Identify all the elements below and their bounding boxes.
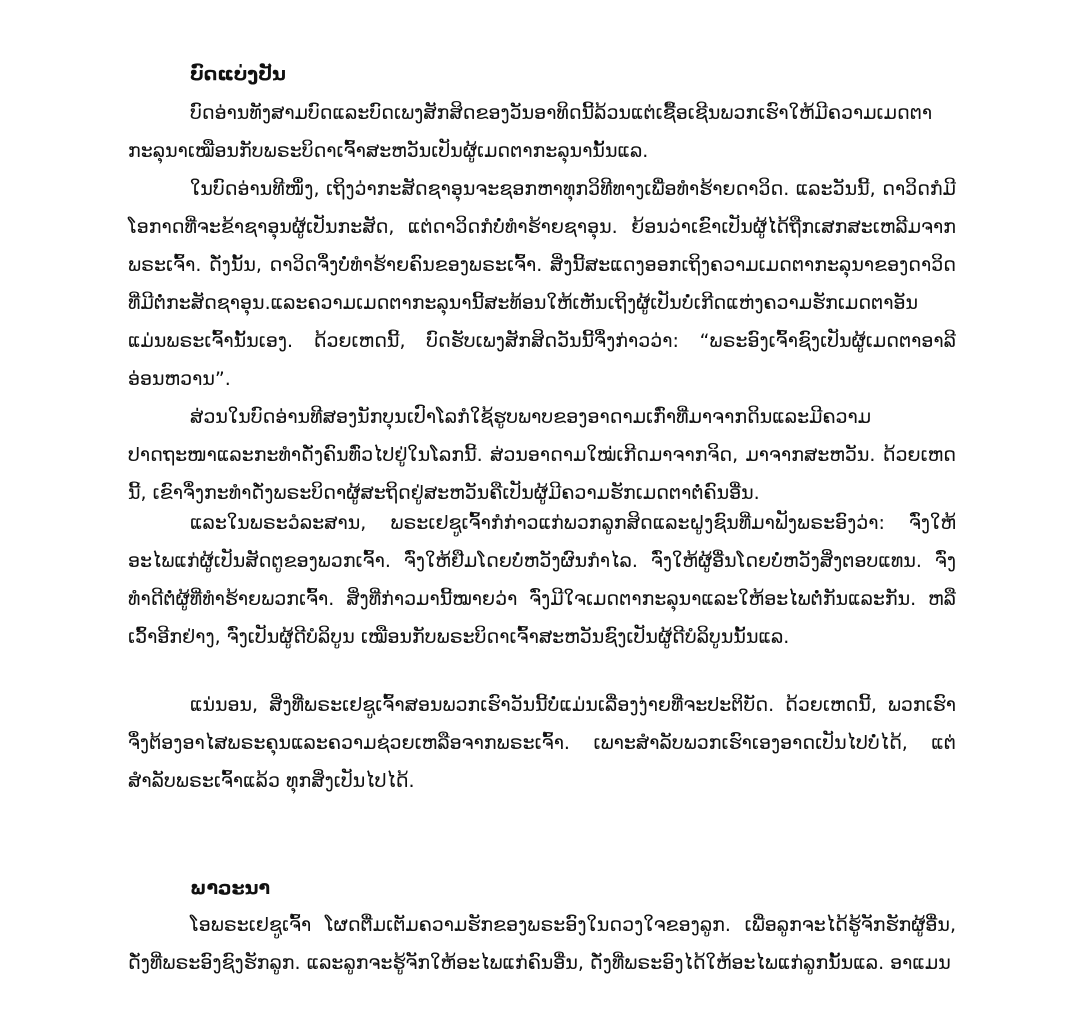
section-heading-sharing: ບົດແບ່ງປັນ bbox=[190, 63, 286, 85]
paragraph-first-reading: ໃນບົດອ່ານທີໜຶ່ງ, ເຖິງວ່າກະສັດຊາອຸນຈະຊອກຫາທຸກວິທີທາງເພື່ອທຳຮ້າຍດາວິດ. ແລະວັນນີ້, ດາວິດກໍມີໂອກາດທີ່ຈະຂ້າຊາອຸນຜູ້ເປັນກະສັດ, ແຕ່ດາວິດກໍບໍ່ທຳຮ້າຍຊາອຸນ. ຍ້ອນວ່າເຂົາເປັນຜູ້ໄດ້ຖືກເສກສະເຫລີມຈາກພຣະເຈົ້າ. ດັ່ງນັ້ນ, ດາວິດຈຶ່ງບໍ່ທຳຮ້າຍຄົນຂອງພຣະເຈົ້າ. ສິ່ງນີ້ສະແດງອອກເຖິງຄວາມເມດຕາກະລຸນາຂອງດາວິດທີ່ມີຕໍ່ກະສັດຊາອຸນ.ແລະຄວາມເມດຕາກະລຸນານີ້ສະທ້ອນໃຫ້ເຫັນເຖິງຜູ້ເປັນບໍ່ເກີດແຫ່ງຄວາມຮັກເມດຕາອັນແມ່ນພຣະເຈົ້ານັ້ນເອງ. ດ້ວຍເຫດນີ້, ບົດຮັບເພງສັກສິດວັນນີ້ຈຶ່ງກ່າວວ່າ: “ພຣະອົງເຈົ້າຊົງເປັນຜູ້ເມດຕາອາລີອ່ອນຫວານ”. bbox=[128, 178, 956, 390]
paragraph-prayer: ໂອພຣະເຢຊູເຈົ້າ ໂຜດຕື່ມເຕັມຄວາມຮັກຂອງພຣະອົງໃນດວງໃຈຂອງລູກ. ເພື່ອລູກຈະໄດ້ຮູ້ຈັກຮັກຜູ້ອື່ນ, ດັ່ງທີ່ພຣະອົງຊົງຮັກລູກ. ແລະລູກຈະຮູ້ຈັກໃຫ້ອະໄພແກ່ຄົນອື່ນ, ດັ່ງທີ່ພຣະອົງໄດ້ໃຫ້ອະໄພແກ່ລູກນັ້ນແລ. ອາແມນ bbox=[128, 914, 956, 974]
paragraph-intro: ບົດອ່ານທັງສາມບົດແລະບົດເພງສັກສິດຂອງວັນອາທິດນີ້ລ້ວນແຕ່ເຊື້ອເຊີນພວກເຮົາໃຫ້ມີຄວາມເມດຕາກະລຸນາເໝືອນກັບພຣະບິດາເຈົ້າສະຫວັນເປັນຜູ້ເມດຕາກະລຸນານັ້ນແລ. bbox=[128, 102, 933, 162]
paragraph-gospel: ແລະໃນພຣະວໍລະສານ, ພຣະເຢຊູເຈົ້າກໍກ່າວແກ່ພວກລູກສິດແລະຝູງຊົນທີ່ມາຟັງພຣະອົງວ່າ: ຈົ່ງໃຫ້ອະໄພແກ່ຜູ້ເປັນສັດຕູຂອງພວກເຈົ້າ. ຈົ່ງໃຫ້ຢືມໂດຍບໍ່ຫວັງຜົນກຳໄລ. ຈົ່ງໃຫ້ຜູ້ອື່ນໂດຍບໍ່ຫວັງສິ່ງຕອບແທນ. ຈົ່ງທຳດີຕໍ່ຜູ້ທີ່ທຳຮ້າຍພວກເຈົ້າ. ສິ່ງທີ່ກ່າວມານີ້ໝາຍວ່າ ຈົ່ງມີໃຈເມດຕາກະລຸນາແລະໃຫ້ອະໄພຕໍ່ກັນແລະກັນ. ຫລືເວົ້າອີກຢ່າງ, ຈົ່ງເປັນຜູ້ດີບໍລິບູນ ເໝືອນກັບພຣະບິດາເຈົ້າສະຫວັນຊົງເປັນຜູ້ດີບໍລິບູນນັ້ນແລ. bbox=[128, 512, 956, 648]
section-heading-prayer: ພາວະນາ bbox=[190, 877, 271, 899]
paragraph-second-reading: ສ່ວນໃນບົດອ່ານທີສອງນັກບຸນເປົາໂລກໍໃຊ້ຮູບພາບຂອງອາດາມເກົ່າທີ່ມາຈາກດິນແລະມີຄວາມປາດຖະໜາແລະກະທຳດັ່ງຄົນທົ່ວໄປຢູ່ໃນໂລກນີ້. ສ່ວນອາດາມໃໝ່ເກີດມາຈາກຈິດ, ມາຈາກສະຫວັນ. ດ້ວຍເຫດນີ້, ເຂົາຈຶ່ງກະທຳດັ່ງພຣະບິດາຜູ້ສະຖິດຢູ່ສະຫວັນຄືເປັນຜູ້ມີຄວາມຮັກເມດຕາຕໍ່ຄົນອື່ນ. bbox=[128, 406, 956, 504]
paragraph-conclusion: ແນ່ນອນ, ສິ່ງທີ່ພຣະເຢຊູເຈົ້າສອນພວກເຮົາວັນນີ້ບໍ່ແມ່ນເລື່ອງງ່າຍທີ່ຈະປະຕິບັດ. ດ້ວຍເຫດນີ້, ພວກເຮົາຈຶ່ງຕ້ອງອາໄສພຣະຄຸນແລະຄວາມຊ່ວຍເຫລືອຈາກພຣະເຈົ້າ. ເພາະສຳລັບພວກເຮົາເອງອາດເປັນໄປບໍ່ໄດ້, ແຕ່ສຳລັບພຣະເຈົ້າແລ້ວ ທຸກສິ່ງເປັນໄປໄດ້. bbox=[128, 694, 956, 792]
